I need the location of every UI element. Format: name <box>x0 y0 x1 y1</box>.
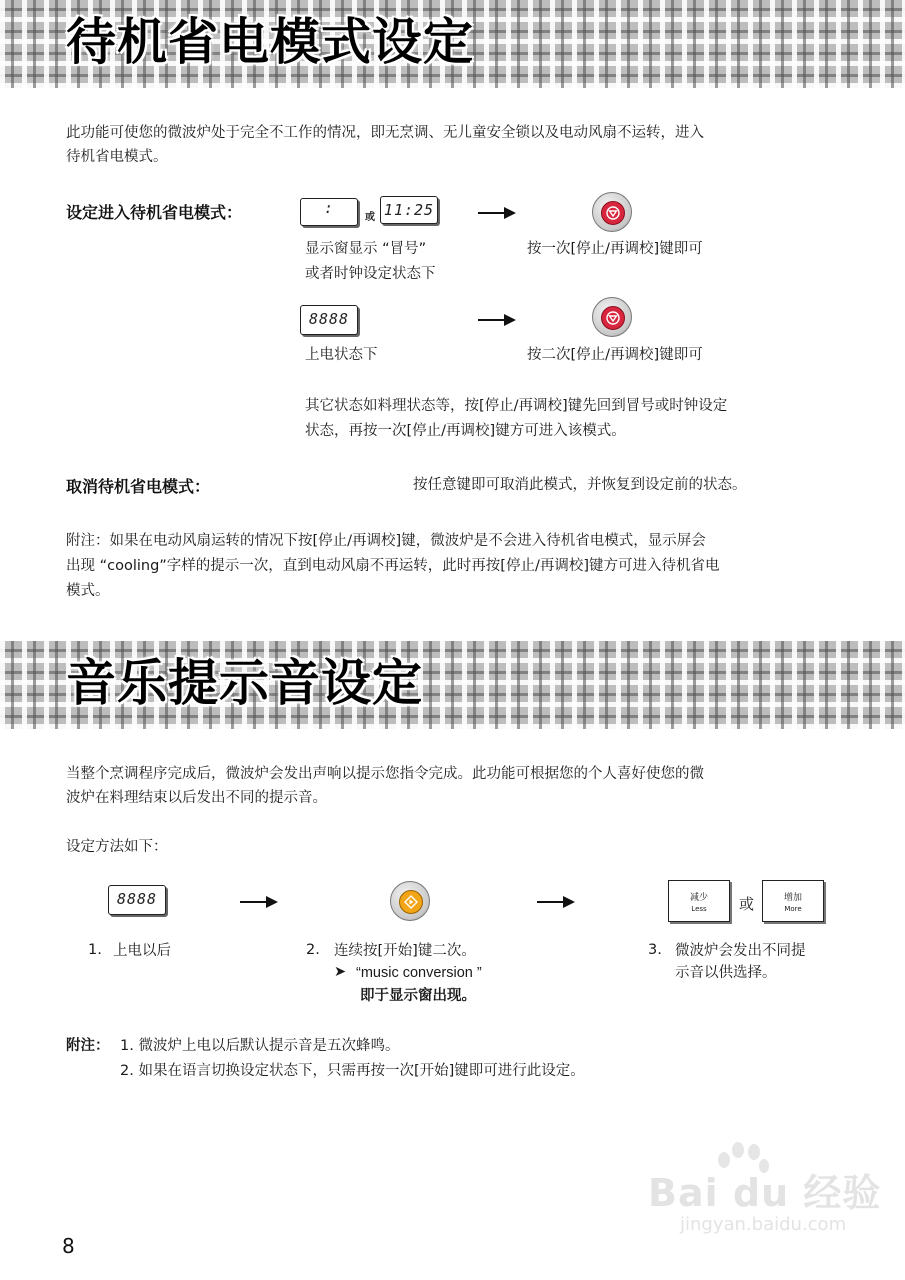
desc-power-on: 上电状态下 <box>305 347 378 363</box>
press-twice-text: 按二次[停止/再调校]键即可 <box>527 347 703 363</box>
other-state-line1: 其它状态如料理状态等，按[停止/再调校]键先回到冒号或时钟设定 <box>305 398 728 414</box>
other-state-line2: 状态，再按一次[停止/再调校]键方可进入该模式。 <box>305 423 626 439</box>
section2-intro-line1: 当整个烹调程序完成后，微波炉会发出声响以提示您指令完成。此功能可根据您的个人喜好使您的微 <box>66 766 704 782</box>
section1-note-line2: 出现 “cooling”字样的提示一次，直到电动风扇不再运转，此时再按[停止/再调校]键方可进入待机省电 <box>66 558 720 574</box>
more-key[interactable] <box>762 880 824 922</box>
section2-title: 音乐提示音设定 <box>66 654 423 712</box>
step2-sub: 即于显示窗出现。 <box>360 988 476 1004</box>
cancel-mode-label: 取消待机省电模式： <box>66 477 211 496</box>
section1-intro-line1: 此功能可使您的微波炉处于完全不工作的情况，即无烹调、无儿童安全锁以及电动风扇不运转，进入 <box>66 125 704 141</box>
or-label: 或 <box>739 895 755 913</box>
step1-number: 1. <box>88 942 102 958</box>
section1-banner <box>0 0 905 88</box>
right-arrow-icon <box>240 901 272 903</box>
section2-note-label: 附注： <box>66 1038 110 1054</box>
lcd-8888-display: 8888 <box>300 305 358 335</box>
less-key-cn: 减少 <box>689 893 708 903</box>
stop-button-2[interactable] <box>592 297 632 337</box>
method-label: 设定方法如下： <box>66 839 168 855</box>
step3-text-line1: 微波炉会发出不同提 <box>675 943 806 959</box>
less-key-en: Less <box>691 905 707 913</box>
step2-text: 连续按[开始]键二次。 <box>334 943 476 959</box>
more-key-en: More <box>784 905 802 913</box>
baidu-watermark-url: jingyan.baidu.com <box>680 1214 847 1235</box>
step2-pointer-icon: ➤ <box>334 964 347 980</box>
right-arrow-icon <box>537 901 569 903</box>
more-key-cn: 增加 <box>783 893 802 903</box>
less-key[interactable] <box>668 880 730 922</box>
step2-quote: “music conversion ” <box>356 965 482 981</box>
section1-title: 待机省电模式设定 <box>66 13 474 71</box>
lcd-8888-display-2: 8888 <box>108 885 166 915</box>
desc-colon-line2: 或者时钟设定状态下 <box>305 266 436 282</box>
baidu-watermark-logo: Bai du 经验 <box>648 1171 882 1215</box>
lcd-colon-display: : <box>300 198 358 226</box>
section2-intro-line2: 波炉在料理结束以后发出不同的提示音。 <box>66 790 327 806</box>
step2-number: 2. <box>306 942 320 958</box>
step3-number: 3. <box>648 942 662 958</box>
step3-text-line2: 示音以供选择。 <box>675 965 777 981</box>
desc-colon-line1: 显示窗显示 “冒号” <box>305 241 427 257</box>
cancel-mode-text: 按任意键即可取消此模式，并恢复到设定前的状态。 <box>413 477 747 493</box>
start-icon <box>404 895 418 909</box>
stop-icon <box>606 206 620 220</box>
section1-intro-line2: 待机省电模式。 <box>66 149 168 165</box>
right-arrow-icon <box>478 212 510 214</box>
right-arrow-icon <box>478 319 510 321</box>
enter-mode-label: 设定进入待机省电模式： <box>66 203 243 222</box>
page-number: 8 <box>62 1234 75 1258</box>
section1-note-line3: 模式。 <box>66 583 110 599</box>
stop-button-1[interactable] <box>592 192 632 232</box>
section2-note1: 1. 微波炉上电以后默认提示音是五次蜂鸣。 <box>120 1038 400 1054</box>
stop-icon <box>606 311 620 325</box>
lcd-clock-display: 11:25 <box>380 196 438 224</box>
start-button[interactable] <box>390 881 430 921</box>
or-label-small: 或 <box>365 212 375 223</box>
section2-banner <box>0 641 905 729</box>
step1-text: 上电以后 <box>113 943 171 959</box>
section2-note2: 2. 如果在语言切换设定状态下，只需再按一次[开始]键即可进行此设定。 <box>120 1063 585 1079</box>
section1-note-line1: 附注：如果在电动风扇运转的情况下按[停止/再调校]键，微波炉是不会进入待机省电模式，显示屏会 <box>66 533 706 549</box>
press-once-text: 按一次[停止/再调校]键即可 <box>527 241 703 257</box>
